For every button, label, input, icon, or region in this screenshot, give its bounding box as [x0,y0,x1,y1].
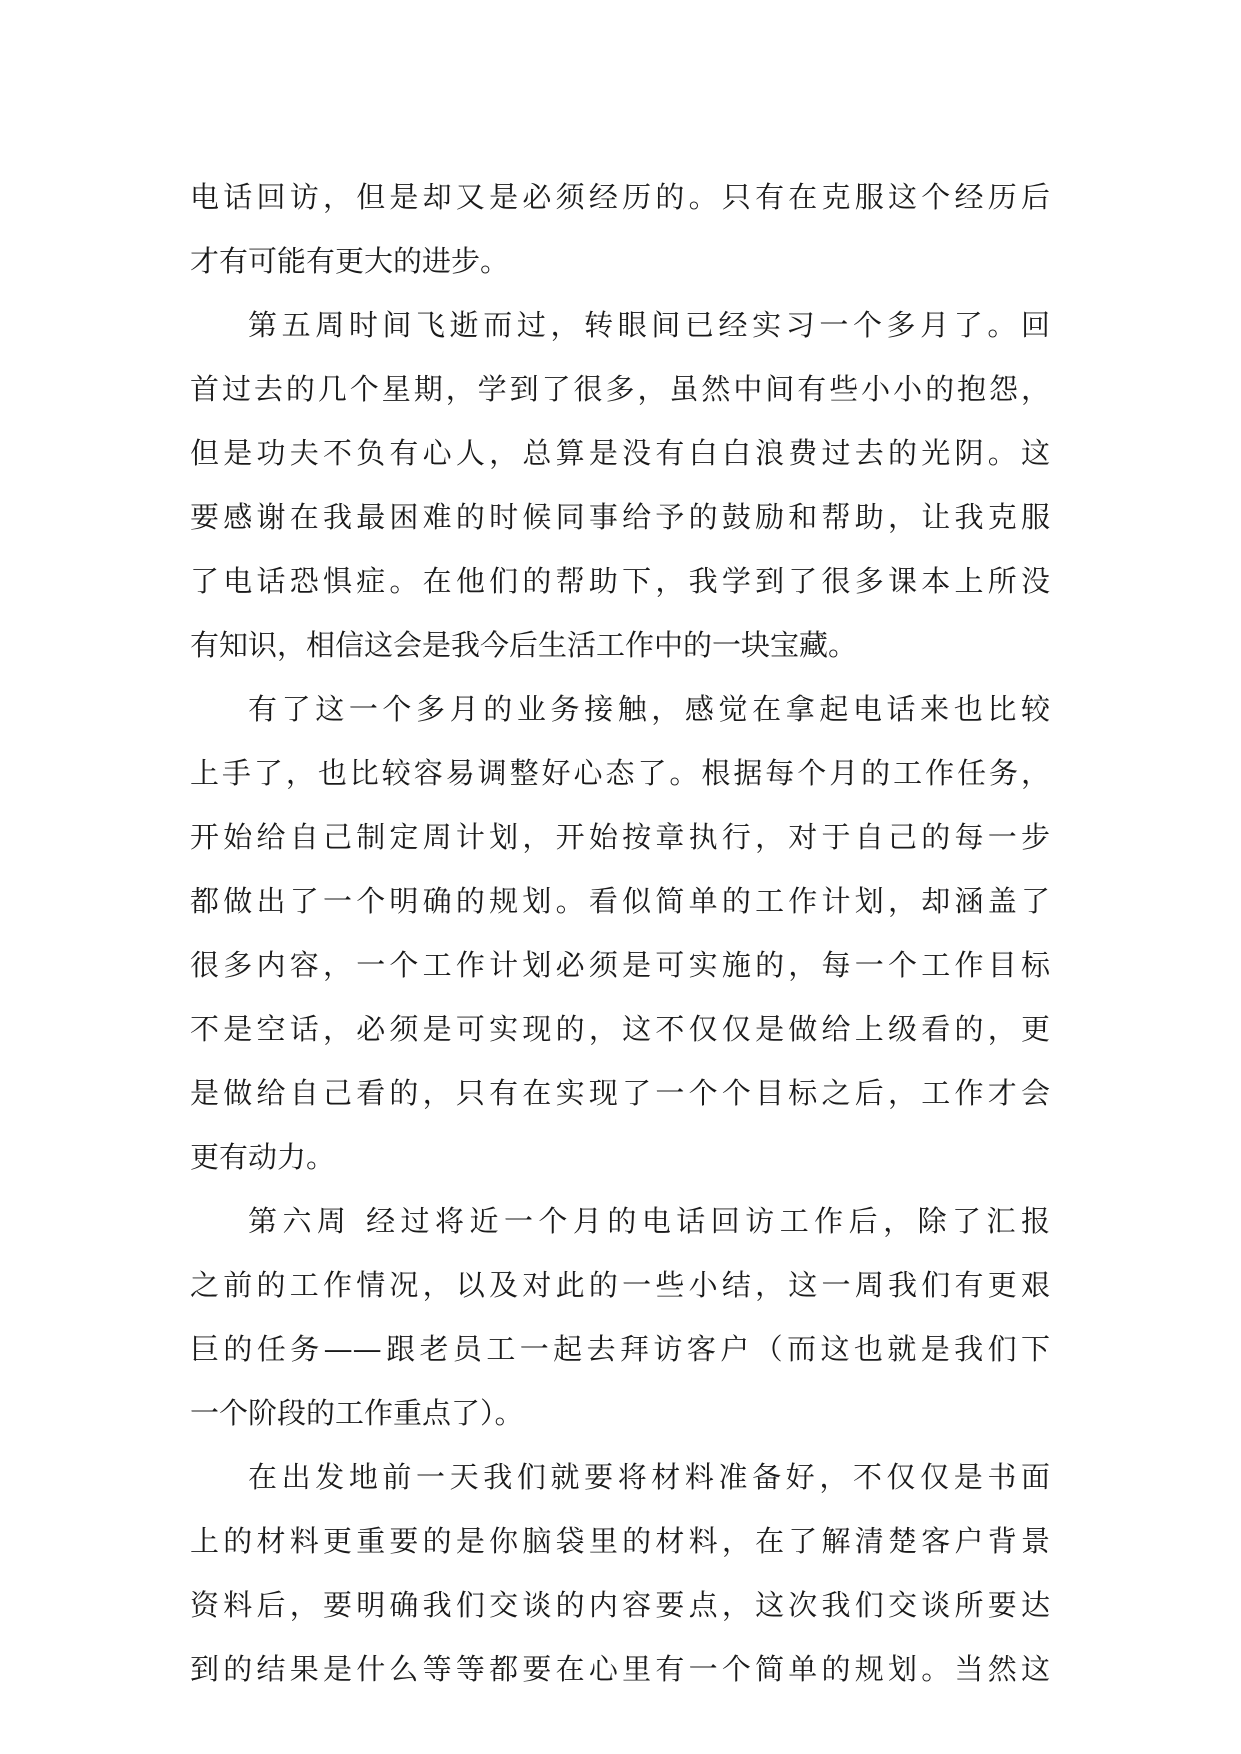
text-line: 巨的任务——跟老员工一起去拜访客户（而这也就是我们下 [190,1332,1050,1366]
text-line: 但是功夫不负有心人，总算是没有白白浪费过去的光阴。这 [190,436,1050,470]
text-line: 是做给自己看的，只有在实现了一个个目标之后，工作才会 [190,1076,1050,1110]
text-line: 首过去的几个星期，学到了很多，虽然中间有些小小的抱怨， [190,372,1050,406]
text-line: 有知识，相信这会是我今后生活工作中的一块宝藏。 [190,628,858,662]
text-line: 不是空话，必须是可实现的，这不仅仅是做给上级看的，更 [190,1012,1050,1046]
text-line: 很多内容，一个工作计划必须是可实施的，每一个工作目标 [190,948,1050,982]
document-body [190,165,1050,1701]
text-line: 了电话恐惧症。在他们的帮助下，我学到了很多课本上所没 [190,564,1050,598]
text-line: 第五周时间飞逝而过，转眼间已经实习一个多月了。回 [248,308,1050,342]
text-line: 更有动力。 [190,1140,336,1174]
text-line: 第六周 经过将近一个月的电话回访工作后，除了汇报 [248,1204,1050,1238]
text-line: 在出发地前一天我们就要将材料准备好，不仅仅是书面 [248,1460,1050,1494]
text-line: 到的结果是什么等等都要在心里有一个简单的规划。当然这 [190,1652,1050,1686]
text-line: 电话回访，但是却又是必须经历的。只有在克服这个经历后 [190,180,1050,214]
text-line: 上手了，也比较容易调整好心态了。根据每个月的工作任务， [190,756,1050,790]
text-line: 一个阶段的工作重点了）。 [190,1396,524,1430]
text-line: 之前的工作情况，以及对此的一些小结，这一周我们有更艰 [190,1268,1050,1302]
text-line: 都做出了一个明确的规划。看似简单的工作计划，却涵盖了 [190,884,1050,918]
text-line: 上的材料更重要的是你脑袋里的材料，在了解清楚客户背景 [190,1524,1050,1558]
text-line: 要感谢在我最困难的时候同事给予的鼓励和帮助，让我克服 [190,500,1050,534]
text-line: 资料后，要明确我们交谈的内容要点，这次我们交谈所要达 [190,1588,1050,1622]
text-line: 开始给自己制定周计划，开始按章执行，对于自己的每一步 [190,820,1050,854]
text-line: 才有可能有更大的进步。 [190,244,510,278]
text-line: 有了这一个多月的业务接触，感觉在拿起电话来也比较 [248,692,1050,726]
